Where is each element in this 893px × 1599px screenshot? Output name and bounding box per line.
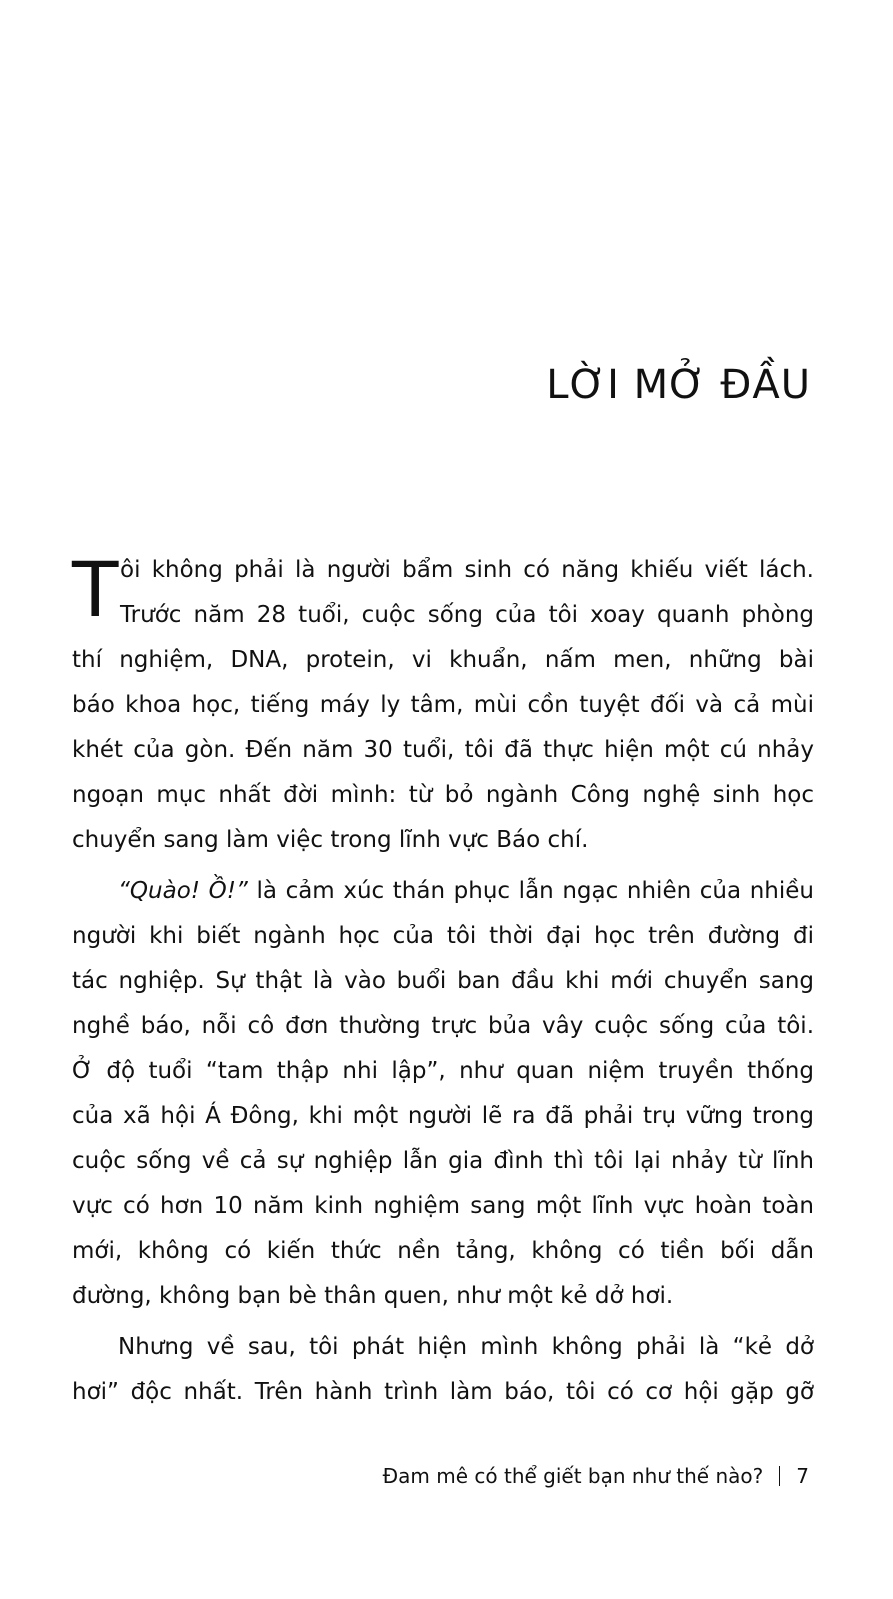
drop-cap: T (72, 545, 119, 634)
text-line: nghề báo, nỗi cô đơn thường trực bủa vây cuộc sống của tôi. (72, 1013, 814, 1039)
text-line: ngoạn mục nhất đời mình: từ bỏ ngành Công nghệ sinh học (72, 782, 814, 808)
italic-quote: “Quào! Ồ!” (118, 878, 248, 904)
text-line: khét của gòn. Đến năm 30 tuổi, tôi đã thực hiện một cú nhảy (72, 737, 814, 763)
text-line: mới, không có kiến thức nền tảng, không có tiền bối dẫn (72, 1238, 814, 1264)
text-line: người khi biết ngành học của tôi thời đại học trên đường đi (72, 923, 814, 949)
text-line: báo khoa học, tiếng máy ly tâm, mùi cồn tuyệt đối và cả mùi (72, 692, 814, 718)
text-line: ôi không phải là người bẩm sinh có năng khiếu viết lách. (120, 557, 814, 583)
text-line: Ở độ tuổi “tam thập nhi lập”, như quan niệm truyền thống (72, 1058, 814, 1084)
text-line: cuộc sống về cả sự nghiệp lẫn gia đình thì tôi lại nhảy từ lĩnh (72, 1148, 814, 1174)
paragraph-3 (72, 1325, 814, 1415)
text-line (72, 869, 814, 914)
text-line: của xã hội Á Đông, khi một người lẽ ra đã phải trụ vững trong (72, 1103, 814, 1129)
text-line: chuyển sang làm việc trong lĩnh vực Báo chí. (72, 827, 589, 853)
text-line: hơi” độc nhất. Trên hành trình làm báo, tôi có cơ hội gặp gỡ (72, 1379, 814, 1405)
paragraph-2 (72, 869, 814, 1319)
text-run: là cảm xúc thán phục lẫn ngạc nhiên của nhiều (247, 878, 814, 904)
text-line: Nhưng về sau, tôi phát hiện mình không phải là “kẻ dở (118, 1334, 814, 1360)
text-line: vực có hơn 10 năm kinh nghiệm sang một lĩnh vực hoàn toàn (72, 1193, 814, 1219)
paragraph-1 (72, 545, 814, 863)
body-text (72, 545, 814, 1415)
page-footer (383, 1464, 809, 1488)
text-line: đường, không bạn bè thân quen, như một kẻ dở hơi. (72, 1283, 674, 1309)
page-number: 7 (796, 1464, 809, 1488)
footer-book-title: Đam mê có thể giết bạn như thế nào? (382, 1464, 764, 1488)
chapter-title: LỜI MỞ ĐẦU (546, 362, 811, 408)
text-line: thí nghiệm, DNA, protein, vi khuẩn, nấm men, những bài (72, 647, 814, 673)
text-line: tác nghiệp. Sự thật là vào buổi ban đầu khi mới chuyển sang (72, 968, 814, 994)
footer-separator (779, 1466, 780, 1486)
text-line: Trước năm 28 tuổi, cuộc sống của tôi xoay quanh phòng (120, 602, 814, 628)
